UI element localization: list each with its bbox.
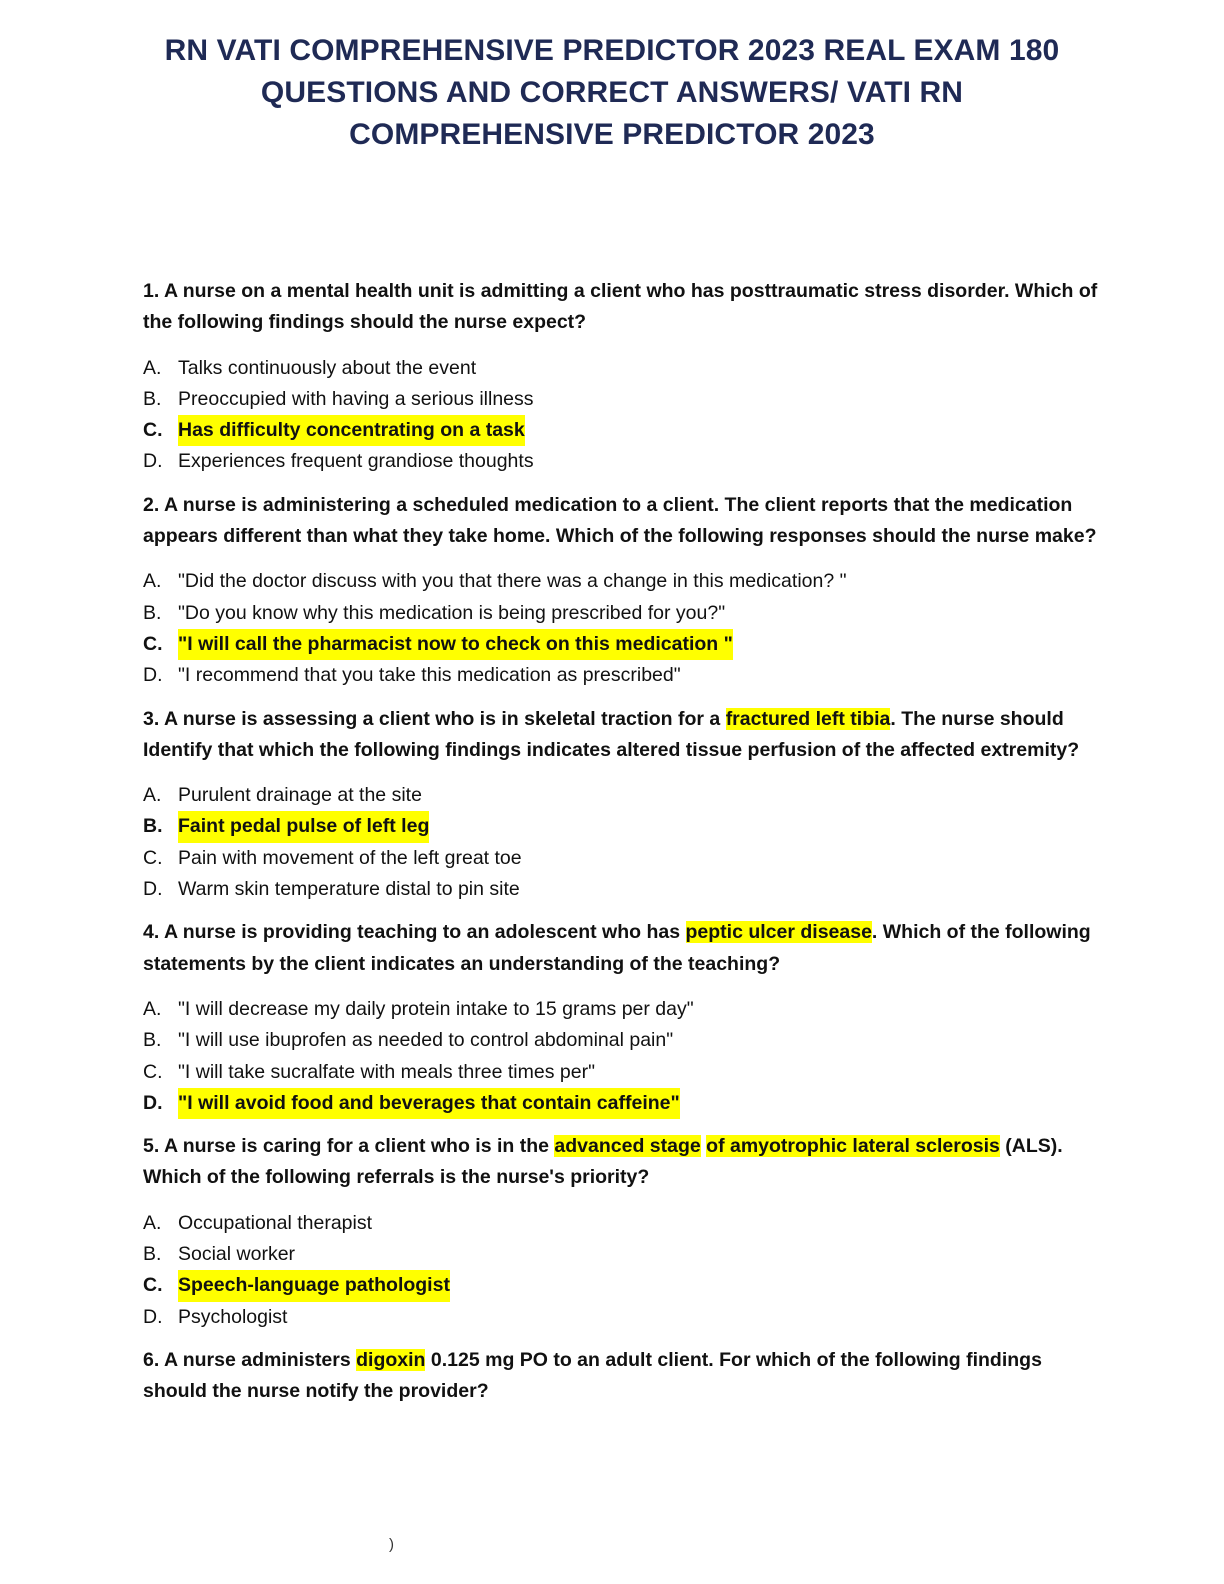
option-letter: B. [143, 1243, 162, 1266]
option-text: Preoccupied with having a serious illness [178, 387, 534, 410]
option [143, 874, 1103, 905]
option [143, 446, 1103, 477]
option [143, 566, 1103, 597]
option-letter: C. [143, 1060, 163, 1083]
highlighted-answer: Faint pedal pulse of left leg [178, 811, 429, 842]
option-text: Experiences frequent grandiose thoughts [178, 450, 534, 473]
question-text: . The nurse should Identify that which the following findings indicates altered tissue perfusion of the affected extremity? [143, 707, 1080, 761]
question-text: 4. A nurse is providing teaching to an adolescent who has [143, 921, 686, 944]
question-1-text: 1. A nurse on a mental health unit is admitting a client who has posttraumatic stress disorder. Which of the following findings should the nurse expect? [143, 280, 1098, 334]
question-3-text [143, 704, 1103, 767]
question-1-options [143, 353, 1103, 478]
option-text: Social worker [178, 1243, 296, 1266]
option-letter: B. [143, 387, 162, 410]
correct-option [143, 629, 1103, 660]
highlighted-answer: Has difficulty concentrating on a task [178, 415, 525, 446]
option-text: "I recommend that you take this medication as prescribed" [178, 664, 681, 687]
question-2-options [143, 566, 1103, 691]
option-letter: C. [143, 1274, 163, 1297]
option [143, 660, 1103, 691]
option-letter: A. [143, 1211, 162, 1234]
option-letter: D. [143, 878, 163, 901]
option-text: Talks continuously about the event [178, 356, 477, 379]
option-letter: B. [143, 1029, 162, 1052]
question-5-options [143, 1208, 1103, 1333]
option [143, 1239, 1103, 1270]
highlighted-answer: Speech-language pathologist [178, 1270, 450, 1301]
question-4-options [143, 994, 1103, 1119]
title-line: QUESTIONS AND CORRECT ANSWERS/ VATI RN [260, 76, 964, 109]
option-text: "I will take sucralfate with meals three times per" [178, 1060, 595, 1083]
question-list [143, 276, 1103, 1422]
option-text: Purulent drainage at the site [178, 784, 422, 807]
option-letter: C. [143, 846, 163, 869]
option [143, 780, 1103, 811]
option-text: Warm skin temperature distal to pin site [178, 878, 520, 901]
option-letter: A. [143, 997, 162, 1020]
option-letter: A. [143, 356, 162, 379]
option-letter: B. [143, 815, 163, 838]
option [143, 1302, 1103, 1333]
question-text: (ALS). Which of the following referrals is the nurse's priority? [143, 1135, 1063, 1189]
highlighted-phrase: digoxin [356, 1348, 426, 1371]
title-line: COMPREHENSIVE PREDICTOR 2023 [349, 118, 875, 151]
footer-mark: ) [389, 1536, 394, 1553]
title-line: RN VATI COMPREHENSIVE PREDICTOR 2023 REAL EXAM 180 [164, 34, 1060, 67]
option-text: Psychologist [178, 1305, 288, 1328]
option-letter: C. [143, 632, 163, 655]
option [143, 1057, 1103, 1088]
option-letter: D. [143, 1305, 163, 1328]
correct-option [143, 811, 1103, 842]
option [143, 1025, 1103, 1056]
option-letter: C. [143, 419, 163, 442]
correct-option [143, 1270, 1103, 1301]
question-text: 3. A nurse is assessing a client who is in skeletal traction for a [143, 707, 726, 730]
correct-option [143, 415, 1103, 446]
option-letter: D. [143, 1091, 163, 1114]
highlighted-phrase: advanced stage [554, 1135, 701, 1158]
highlighted-phrase: peptic ulcer disease [685, 921, 872, 944]
question-4-text [143, 917, 1103, 980]
question-text: . Which of the following statements by the client indicates an understanding of the teaching? [143, 921, 1091, 975]
option-letter: A. [143, 784, 162, 807]
option [143, 353, 1103, 384]
option-letter: A. [143, 570, 162, 593]
option-letter: B. [143, 601, 162, 624]
highlighted-answer: "I will avoid food and beverages that contain caffeine" [178, 1088, 680, 1119]
highlighted-phrase: fractured left tibia [725, 707, 891, 730]
option-text: "Do you know why this medication is being prescribed for you?" [178, 601, 726, 624]
question-text: 0.125 mg PO to an adult client. For which of the following findings should the nurse notify the provider? [143, 1348, 1042, 1403]
option-text: Pain with movement of the left great toe [178, 846, 522, 869]
correct-option [143, 1088, 1103, 1119]
option-text: "Did the doctor discuss with you that there was a change in this medication? " [178, 570, 847, 593]
highlighted-answer: "I will call the pharmacist now to check on this medication " [178, 629, 733, 660]
question-6-text [143, 1345, 1103, 1408]
option [143, 1208, 1103, 1239]
highlighted-phrase: of amyotrophic lateral sclerosis [706, 1135, 1000, 1158]
question-5-text [143, 1131, 1103, 1194]
option [143, 384, 1103, 415]
option-letter: D. [143, 664, 163, 687]
option [143, 994, 1103, 1025]
option [143, 843, 1103, 874]
question-3-options [143, 780, 1103, 905]
document-title [100, 30, 1124, 156]
option-text: Occupational therapist [178, 1211, 373, 1234]
question-text: 5. A nurse is caring for a client who is in the [143, 1135, 555, 1158]
question-text: 6. A nurse administers [143, 1348, 357, 1371]
option-text: "I will decrease my daily protein intake to 15 grams per day" [178, 997, 694, 1020]
question-2-text: 2. A nurse is administering a scheduled medication to a client. The client reports that the medication appears different than what they take home. Which of the following responses should the nurse make? [143, 493, 1097, 548]
option [143, 598, 1103, 629]
option-text: "I will use ibuprofen as needed to control abdominal pain" [178, 1029, 674, 1052]
option-letter: D. [143, 450, 163, 473]
